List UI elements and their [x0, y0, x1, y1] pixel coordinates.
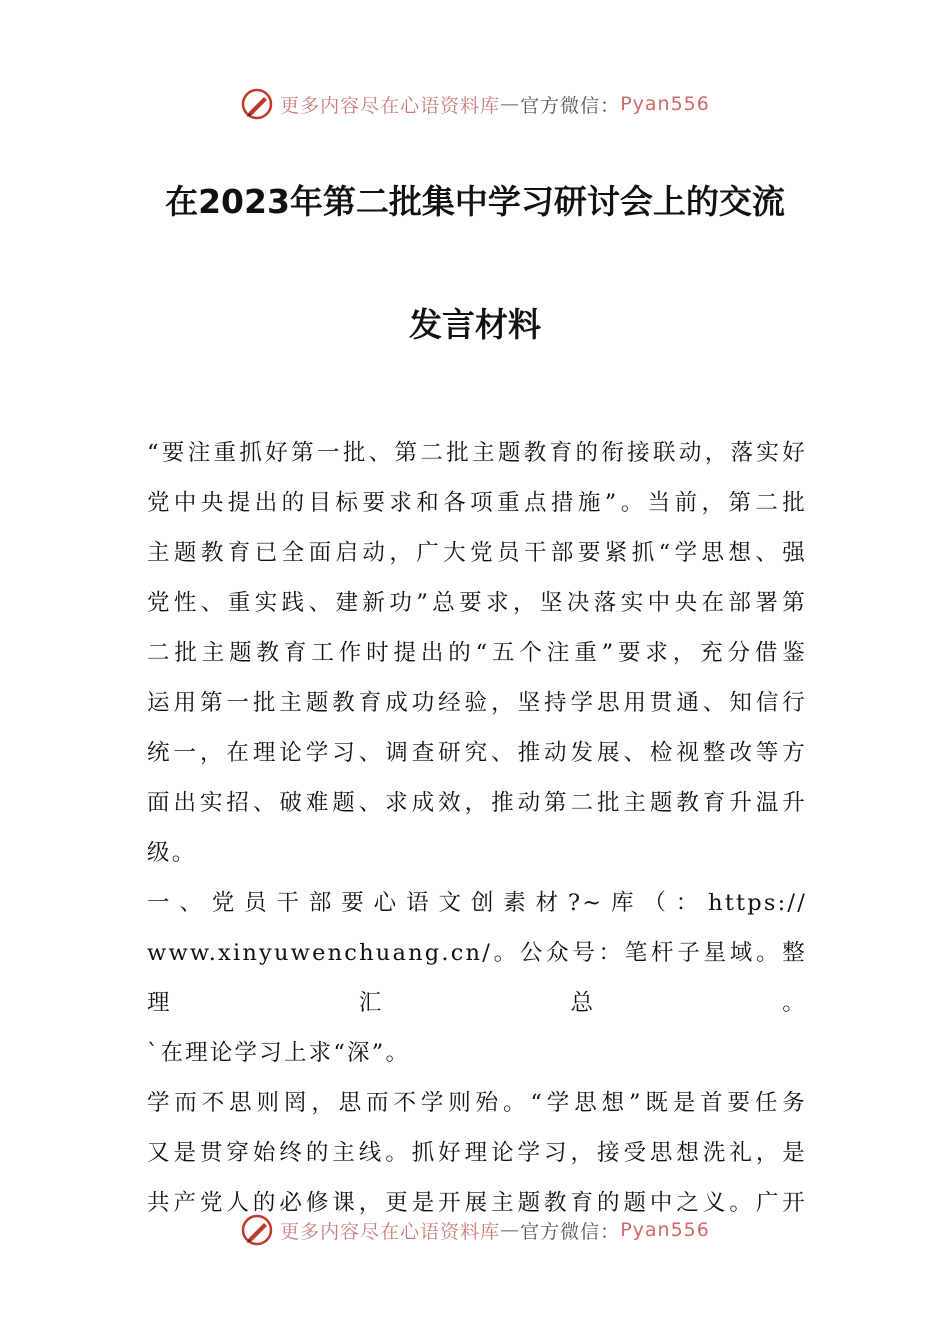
body-line: 运用第一批主题教育成功经验，坚持学思用贯通、知信行	[147, 690, 807, 716]
body-line: 共产党人的必修课，更是开展主题教育的题中之义。广开	[147, 1190, 807, 1216]
document-title-line-2: 发言材料	[409, 305, 541, 344]
banner-wechat-id: Pyan556	[620, 93, 710, 115]
body-line: 二批主题教育工作时提出的“五个注重”要求，充分借鉴	[147, 640, 807, 666]
footer-banner	[0, 1210, 950, 1250]
body-line: 级。	[147, 840, 197, 866]
body-line: www.xinyuwenchuang.cn/。公众号：笔杆子星域。整理汇总。	[147, 940, 807, 1016]
header-banner	[0, 84, 950, 124]
body-line: 又是贯穿始终的主线。抓好理论学习，接受思想洗礼，是	[147, 1140, 807, 1166]
document-body	[147, 428, 807, 1228]
banner-wechat-id: Pyan556	[620, 1219, 710, 1241]
body-line: 一、党员干部要心语文创素材?~库（：https://	[147, 890, 807, 916]
body-line: `在理论学习上求“深”。	[147, 1040, 411, 1066]
banner-official-label: 官方微信：	[520, 1220, 621, 1243]
pen-logo-icon	[240, 87, 274, 121]
banner-brand: 更多内容尽在心语资料库	[280, 1220, 501, 1243]
banner-brand: 更多内容尽在心语资料库	[280, 94, 501, 117]
body-line: 统一，在理论学习、调查研究、推动发展、检视整改等方	[147, 740, 807, 766]
body-line: 主题教育已全面启动，广大党员干部要紧抓“学思想、强	[147, 540, 807, 566]
body-line: “要注重抓好第一批、第二批主题教育的衔接联动，落实好	[147, 440, 807, 466]
body-line: 党性、重实践、建新功”总要求，坚决落实中央在部署第	[147, 590, 807, 616]
banner-dash: —	[500, 93, 521, 115]
banner-official-label: 官方微信：	[520, 94, 621, 117]
document-title-line-1: 在2023年第二批集中学习研讨会上的交流	[165, 182, 785, 221]
body-line: 面出实招、破难题、求成效，推动第二批主题教育升温升	[147, 790, 807, 816]
body-line: 学而不思则罔，思而不学则殆。“学思想”既是首要任务	[147, 1090, 807, 1116]
body-line: 党中央提出的目标要求和各项重点措施”。当前，第二批	[147, 490, 807, 516]
banner-dash: —	[500, 1219, 521, 1241]
pen-logo-icon	[240, 1213, 274, 1247]
